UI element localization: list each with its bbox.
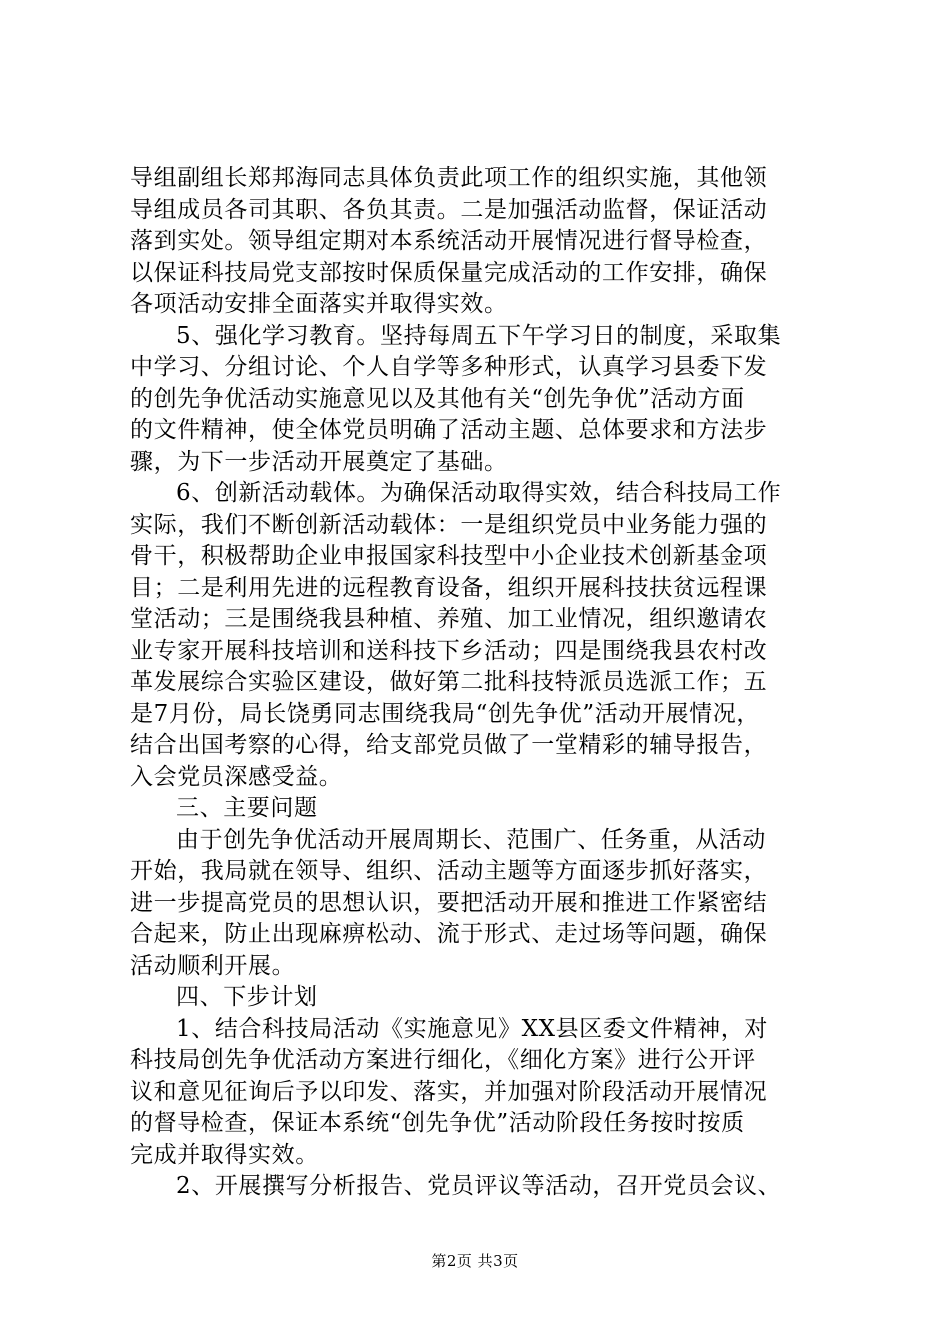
text-line: 导组成员各司其职、各负其责。二是加强活动监督，保证活动 xyxy=(130,196,768,223)
text-line: 入会党员深感受益。 xyxy=(130,763,343,790)
page-number-footer: 第2页 共3页 xyxy=(431,1252,519,1270)
text-line: 导组副组长郑邦海同志具体负责此项工作的组织实施，其他领 xyxy=(130,165,768,191)
text-line: 骨干，积极帮助企业申报国家科技型中小企业技术创新基金项 xyxy=(130,543,768,569)
text-line: 的创先争优活动实施意见以及其他有关“创先争优”活动方面 xyxy=(130,385,745,412)
text-line: 合起来，防止出现麻痹松动、流于形式、走过场等问题，确保 xyxy=(130,921,768,947)
text-line: 中学习、分组讨论、个人自学等多种形式，认真学习县委下发 xyxy=(130,354,768,380)
text-line: 革发展综合实验区建设，做好第二批科技特派员选派工作；五 xyxy=(130,669,768,695)
text-line: 骤，为下一步活动开展奠定了基础。 xyxy=(130,448,508,475)
text-line: 活动顺利开展。 xyxy=(130,952,296,979)
section-heading: 四、下步计划 xyxy=(176,984,318,1010)
text-line: 的督导检查，保证本系统“创先争优”活动阶段任务按时按质 xyxy=(130,1110,745,1136)
text-line: 议和意见征询后予以印发、落实，并加强对阶段活动开展情况 xyxy=(130,1078,768,1105)
text-line: 各项活动安排全面落实并取得实效。 xyxy=(130,291,508,317)
paragraph-start-line: 1、结合科技局活动《实施意见》XX县区委文件精神，对 xyxy=(176,1015,768,1042)
text-line: 目；二是利用先进的远程教育设备，组织开展科技扶贫远程课 xyxy=(130,574,768,601)
text-line: 科技局创先争优活动方案进行细化，《细化方案》进行公开评 xyxy=(130,1047,756,1073)
text-line: 结合出国考察的心得，给支部党员做了一堂精彩的辅导报告， xyxy=(130,732,768,758)
text-line: 落到实处。领导组定期对本系统活动开展情况进行督导检查， xyxy=(130,228,768,254)
text-line: 业专家开展科技培训和送科技下乡活动；四是围绕我县农村改 xyxy=(130,637,768,664)
text-line: 堂活动；三是围绕我县种植、养殖、加工业情况，组织邀请农 xyxy=(130,606,768,632)
paragraph-start-line: 2、开展撰写分析报告、党员评议等活动，召开党员会议、 xyxy=(176,1173,782,1199)
document-body xyxy=(130,163,830,1203)
paragraph-start-line: 由于创先争优活动开展周期长、范围广、任务重，从活动 xyxy=(176,826,766,853)
text-line: 进一步提高党员的思想认识，要把活动开展和推进工作紧密结 xyxy=(130,889,768,916)
section-heading: 三、主要问题 xyxy=(176,795,318,821)
text-line: 开始，我局就在领导、组织、活动主题等方面逐步抓好落实， xyxy=(130,858,768,884)
text-line: 完成并取得实效。 xyxy=(130,1141,319,1168)
text-line: 是7月份，局长饶勇同志围绕我局“创先争优”活动开展情况， xyxy=(130,700,760,727)
text-line: 以保证科技局党支部按时保质保量完成活动的工作安排，确保 xyxy=(130,259,768,286)
text-line: 的文件精神，使全体党员明确了活动主题、总体要求和方法步 xyxy=(130,417,768,443)
paragraph-start-line: 5、强化学习教育。坚持每周五下午学习日的制度，采取集 xyxy=(176,322,782,349)
text-line: 实际，我们不断创新活动载体：一是组织党员中业务能力强的 xyxy=(130,511,768,538)
paragraph-start-line: 6、创新活动载体。为确保活动取得实效，结合科技局工作 xyxy=(176,480,782,506)
